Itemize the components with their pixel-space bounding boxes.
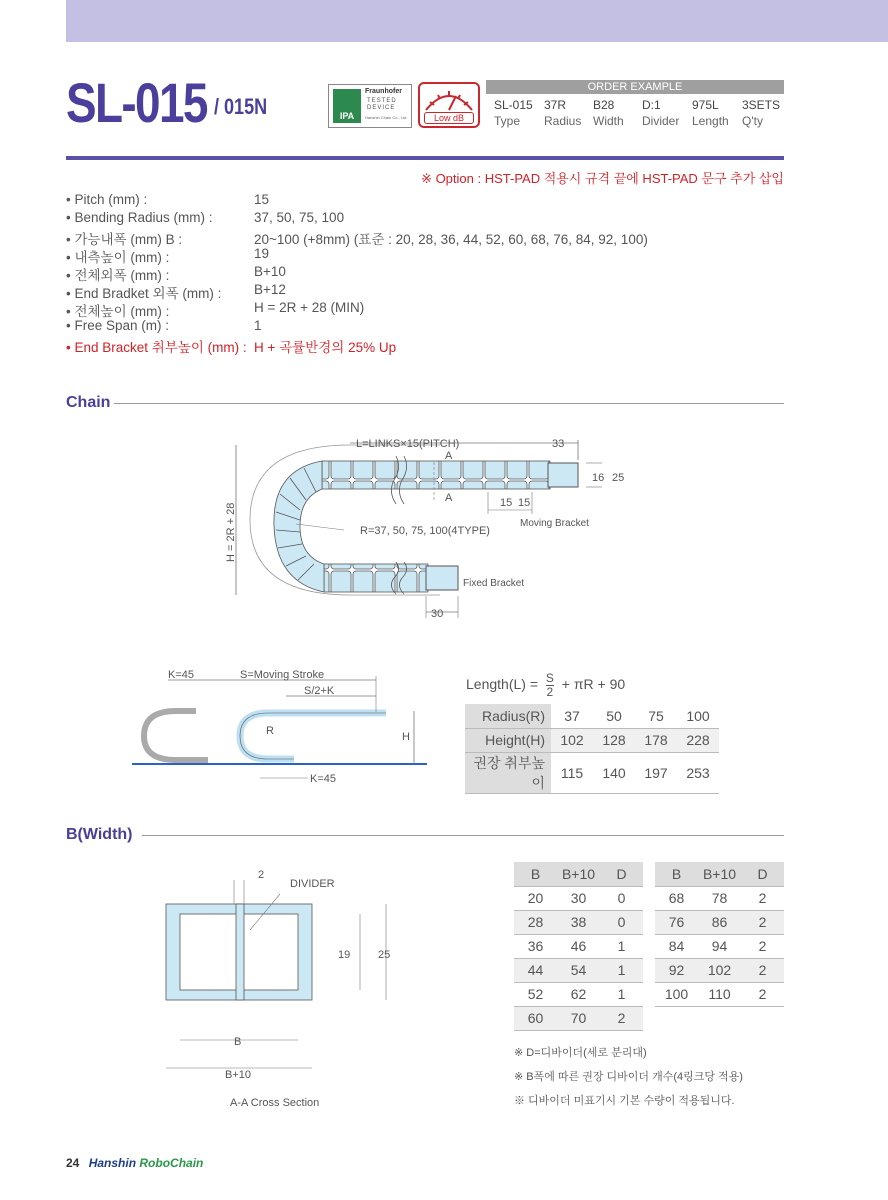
section-title-width: B(Width) <box>66 826 133 843</box>
table-row: 36 46 1 <box>514 934 643 958</box>
model-name: SL-015 <box>66 71 207 134</box>
dim-25-section: 25 <box>378 949 391 961</box>
ipa-logo-icon: IPA <box>333 89 361 123</box>
h-label: H <box>402 731 410 743</box>
r-label: R <box>266 725 274 737</box>
fixed-bracket <box>426 566 458 590</box>
pitch-15-a: 15 <box>500 497 513 509</box>
table-row: 20 30 0 <box>514 886 643 910</box>
dim-2: 2 <box>258 869 265 881</box>
links-label: L=LINKS×15(PITCH) <box>356 438 460 450</box>
table-row: 68 78 2 <box>655 886 784 910</box>
table-row: 44 54 1 <box>514 958 643 982</box>
page-number: 24 <box>66 1156 80 1170</box>
table-row: 100 110 2 <box>655 982 784 1006</box>
note-item: ※ 디바이더 미표기시 기본 수량이 적용됩니다. <box>514 1095 735 1107</box>
radius-label: R=37, 50, 75, 100(4TYPE) <box>360 525 490 537</box>
table-header: B B+10 D <box>514 862 643 886</box>
dim-25: 25 <box>612 472 625 484</box>
moving-stroke-label: S=Moving Stroke <box>240 669 325 681</box>
chain-upper-run <box>322 461 550 489</box>
section-title-chain: Chain <box>66 394 111 411</box>
section-a-bottom: A <box>445 492 453 504</box>
note-item: ※ B폭에 따른 권장 디바이더 개수(4링크당 적용) <box>514 1071 743 1083</box>
section-rule <box>142 835 784 836</box>
divider-label: DIVIDER <box>290 878 335 890</box>
section-a-top: A <box>445 450 453 462</box>
brand-hanshin: Hanshin <box>88 1156 137 1170</box>
footer <box>66 1156 203 1170</box>
table-row: 84 94 2 <box>655 934 784 958</box>
note-item: ※ D=디바이더(세로 분리대) <box>514 1047 647 1059</box>
table-row: 60 70 2 <box>514 1006 643 1030</box>
pitch-15-b: 15 <box>518 497 531 509</box>
stroke-start-ghost <box>144 711 208 760</box>
k45-bottom: K=45 <box>310 773 336 785</box>
table-row: Radius(R) 37 50 75 100 <box>465 704 719 728</box>
dim-33: 33 <box>552 438 565 450</box>
model-sub: / 015N <box>214 94 268 119</box>
half-stroke-label: S/2+K <box>304 685 335 697</box>
maker-label: Hanshin Chain Co., Ltd. <box>365 115 408 120</box>
height-label: H = 2R + 28 <box>225 502 237 562</box>
chain-lower-run <box>324 564 428 592</box>
dim-19: 19 <box>338 949 351 961</box>
cross-section-caption: A-A Cross Section <box>230 1097 320 1109</box>
table-row: 권장 취부높이 115 140 197 253 <box>465 752 719 793</box>
b10-label: B+10 <box>225 1069 251 1081</box>
table-row: 28 38 0 <box>514 910 643 934</box>
width-notes <box>514 1044 743 1116</box>
tested-device-label: TESTED DEVICE <box>367 98 397 111</box>
table-row: 92 102 2 <box>655 958 784 982</box>
low-db-label: Low dB <box>424 112 474 124</box>
brand-robochain: RoboChain <box>139 1156 204 1170</box>
fraunhofer-label: Fraunhofer <box>365 88 402 95</box>
table-header: B B+10 D <box>655 862 784 886</box>
order-example-heading: ORDER EXAMPLE <box>486 80 784 94</box>
divider-bar <box>236 904 244 1000</box>
dim-30: 30 <box>431 608 444 620</box>
table-row: Height(H) 102 128 178 228 <box>465 728 719 752</box>
table-row: 76 86 2 <box>655 910 784 934</box>
table-row: 52 62 1 <box>514 982 643 1006</box>
fixed-bracket-label: Fixed Bracket <box>463 578 525 589</box>
k45-top: K=45 <box>168 669 194 681</box>
width-table-right <box>655 862 784 1007</box>
length-formula: Length(L) = $\frac{S}{2}$ + πR + 90 <box>466 671 626 699</box>
dim-16: 16 <box>592 472 605 484</box>
moving-bracket <box>548 463 578 487</box>
width-table-left <box>514 862 643 1031</box>
radius-height-table <box>465 704 719 794</box>
moving-bracket-label: Moving Bracket <box>520 518 589 529</box>
b-label: B <box>234 1036 242 1048</box>
option-note: ※ Option : HST-PAD 적용시 규격 끝에 HST-PAD 문구 추가 삽입 <box>421 171 784 186</box>
stroke-chain <box>240 713 386 759</box>
